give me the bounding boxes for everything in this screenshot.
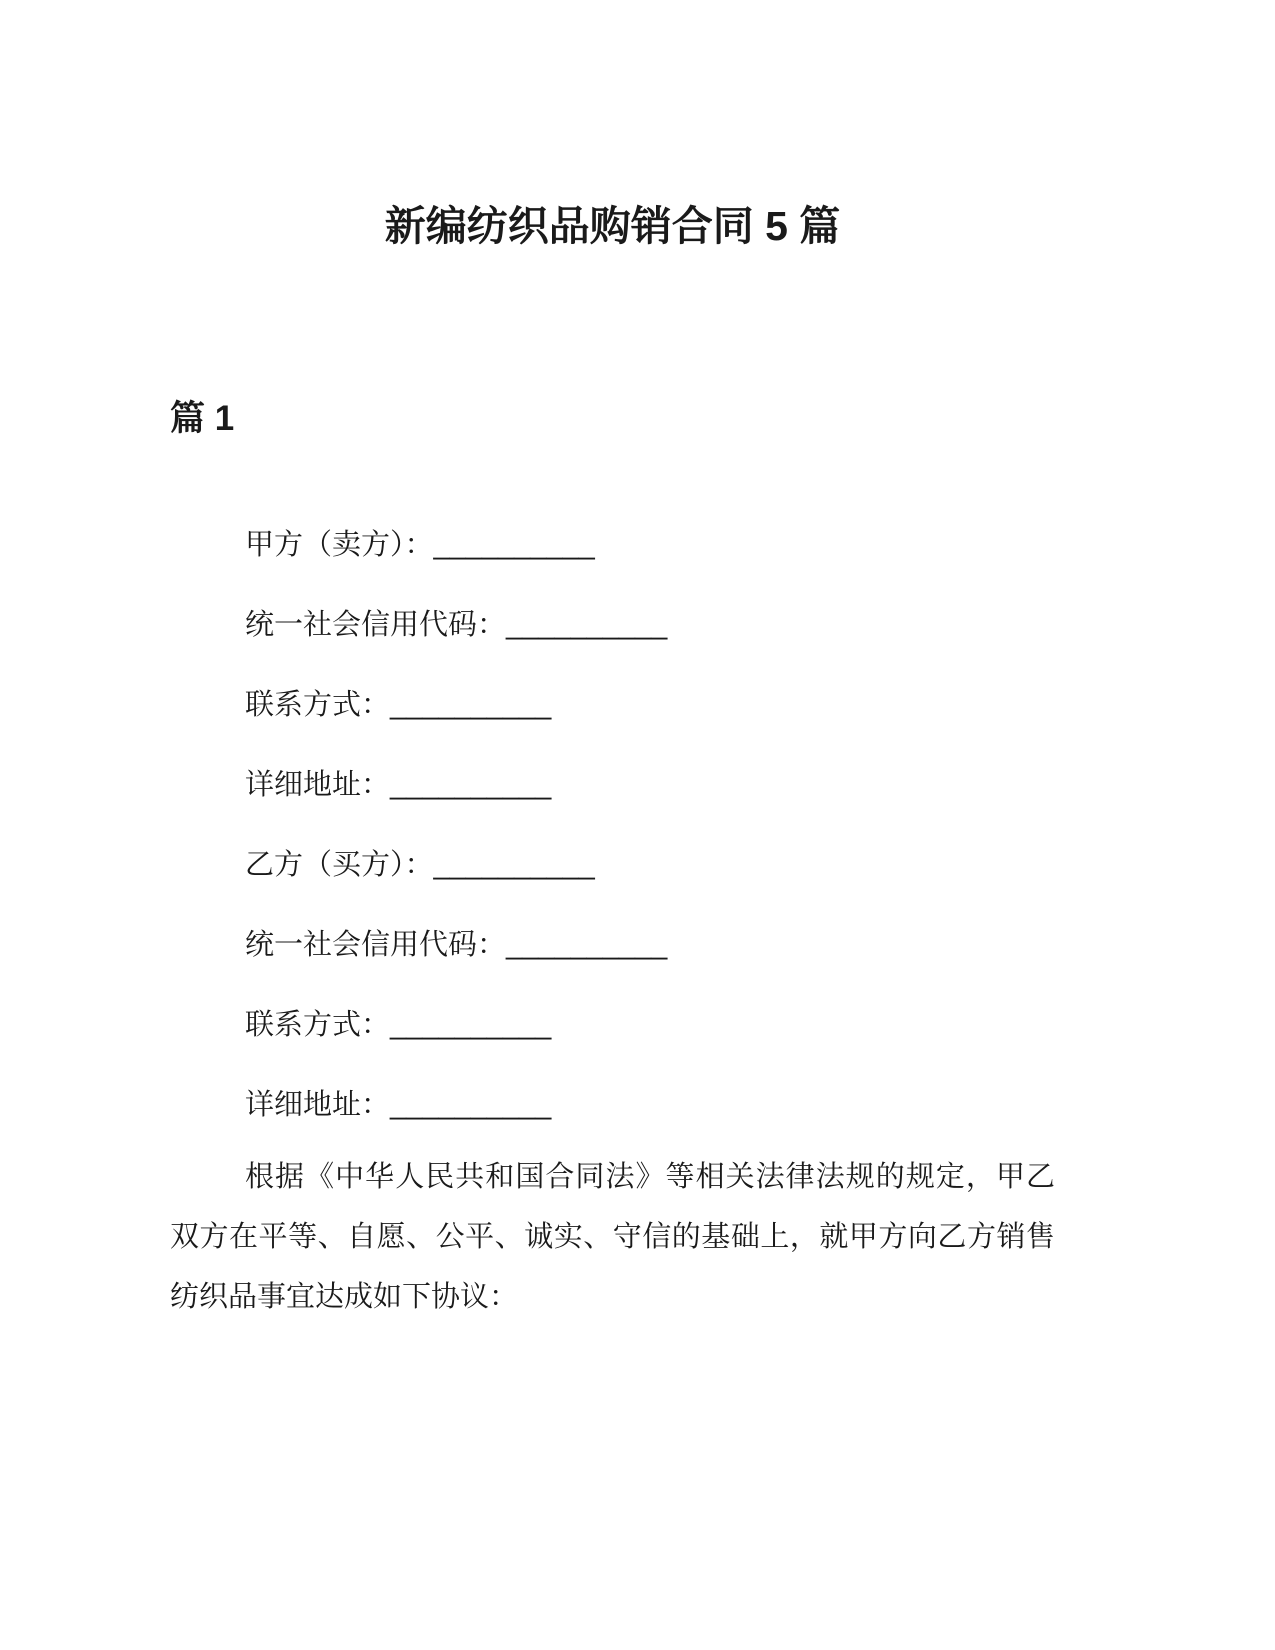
field-label: 联系方式：: [245, 1008, 391, 1041]
field-line-credit-code-b: [245, 928, 1055, 961]
section-heading: 篇 1: [170, 399, 235, 439]
field-label: 详细地址：: [245, 1088, 391, 1121]
document-title: 新编纺织品购销合同 5 篇: [384, 203, 841, 249]
field-label: 乙方（买方）：: [245, 848, 434, 881]
field-line-address-a: [245, 768, 1055, 801]
field-line-address-b: [245, 1088, 1055, 1121]
field-line-party-a: [245, 528, 1055, 561]
field-line-credit-code-a: [245, 608, 1055, 641]
blank-line: __________: [390, 1088, 552, 1121]
field-label: 统一社会信用代码：: [245, 928, 507, 961]
blank-line: __________: [390, 768, 552, 801]
field-label: 详细地址：: [245, 768, 391, 801]
field-line-contact-a: [245, 688, 1055, 721]
field-label: 联系方式：: [245, 688, 391, 721]
blank-line: __________: [506, 928, 668, 961]
blank-line: __________: [390, 688, 552, 721]
blank-line: __________: [433, 848, 595, 881]
blank-line: __________: [390, 1008, 552, 1041]
field-label: 统一社会信用代码：: [245, 608, 507, 641]
field-label: 甲方（卖方）：: [245, 528, 434, 561]
blank-line: __________: [506, 608, 668, 641]
party-fields: [170, 528, 1055, 1121]
field-line-contact-b: [245, 1008, 1055, 1041]
document-content: [170, 0, 1055, 1327]
blank-line: __________: [433, 528, 595, 561]
field-line-party-b: [245, 848, 1055, 881]
intro-paragraph: 根据《中华人民共和国合同法》等相关法律法规的规定，甲乙双方在平等、自愿、公平、诚实、守信的基础上，就甲方向乙方销售纺织品事宜达成如下协议：: [170, 1160, 1055, 1313]
